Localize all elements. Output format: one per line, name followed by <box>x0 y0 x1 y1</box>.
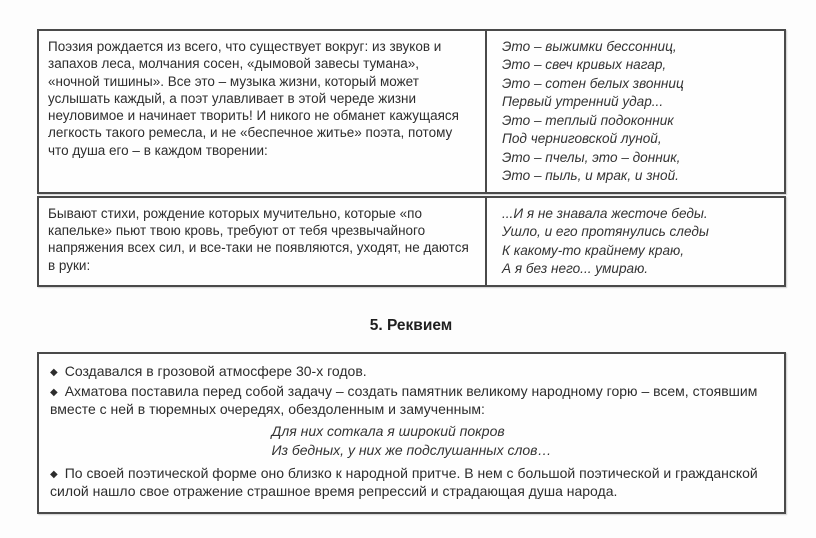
bullet-text: По своей поэтической форме оно близко к народной притче. В нем с большой поэтической и гражданской силой нашло свое отражение страшное время репрессий и страдающая душа народа. <box>50 464 758 499</box>
quote-block <box>50 422 773 458</box>
quote-line: Для них соткала я широкий покров <box>271 423 505 440</box>
bullet-item <box>50 464 773 500</box>
bullet-text: Создавался в грозовой атмосфере 30-х годов. <box>64 362 367 379</box>
prose-text: Поэзия рождается из всего, что существует вокруг: из звуков и запахов леса, молчания сосен, «дымовой завесы тумана», «ночной тишины». Все это – музыка жизни, который может услышать каждый, а поэт улавливает в этой череде жизни неуловимое и начинает творить! И никого не обманет кажущаяся легкость такого ремесла, и не «беспечное житье» поэта, потому что душа его – в каждом творении: <box>48 39 459 158</box>
verse-line: Ушло, и его протянулись следы <box>502 224 709 240</box>
verse-cell <box>487 31 784 192</box>
bullet-item <box>50 382 773 418</box>
section-heading: 5. Реквием <box>369 316 453 334</box>
diamond-bullet-icon: ◆ <box>50 366 58 378</box>
verse-line: ...И я не знавала жесточе беды. <box>502 205 708 221</box>
verse-line: Это – пчелы, это – донник, <box>502 149 681 165</box>
verse-line: К какому-то крайнему краю, <box>502 242 685 258</box>
bullet-item <box>50 362 773 380</box>
quote-lines <box>272 422 552 458</box>
diamond-bullet-icon: ◆ <box>50 387 58 398</box>
table-row-poetry-origin <box>37 29 786 194</box>
verse-line: Это – сотен белых звонниц <box>502 75 684 91</box>
table-row-difficult-poems <box>37 196 786 287</box>
prose-cell <box>39 198 487 285</box>
diamond-bullet-icon: ◆ <box>50 468 58 480</box>
prose-cell <box>39 31 487 192</box>
verse-line: Это – теплый подоконник <box>502 112 674 128</box>
quote-line: Из бедных, у них же подслушанных слов… <box>271 441 552 458</box>
poetry-quotation-table <box>37 29 786 287</box>
bullet-text: Ахматова поставила перед собой задачу – создать памятник великому народному горю – всем, стоявшим вместе с ней в тюремных очередях, обездоленным и замученным: <box>50 383 758 418</box>
verse-line: Под черниговской луной, <box>502 131 662 147</box>
verse-line: А я без него... умираю. <box>502 261 649 277</box>
verse-line: Это – выжимки бессонниц, <box>502 39 677 54</box>
verse-line: Это – пыль, и мрак, и зной. <box>502 168 679 184</box>
verse-cell <box>487 198 784 285</box>
requiem-box <box>37 352 786 514</box>
verse-line: Первый утренний удар... <box>502 94 664 110</box>
verse-line: Это – свеч кривых нагар, <box>502 57 667 73</box>
prose-text: Бывают стихи, рождение которых мучительно, которые «по капельке» пьют твою кровь, требуют от тебя чрезвычайного напряжения всех сил, и все-таки не появляются, уходят, не даются в руки: <box>48 205 469 273</box>
